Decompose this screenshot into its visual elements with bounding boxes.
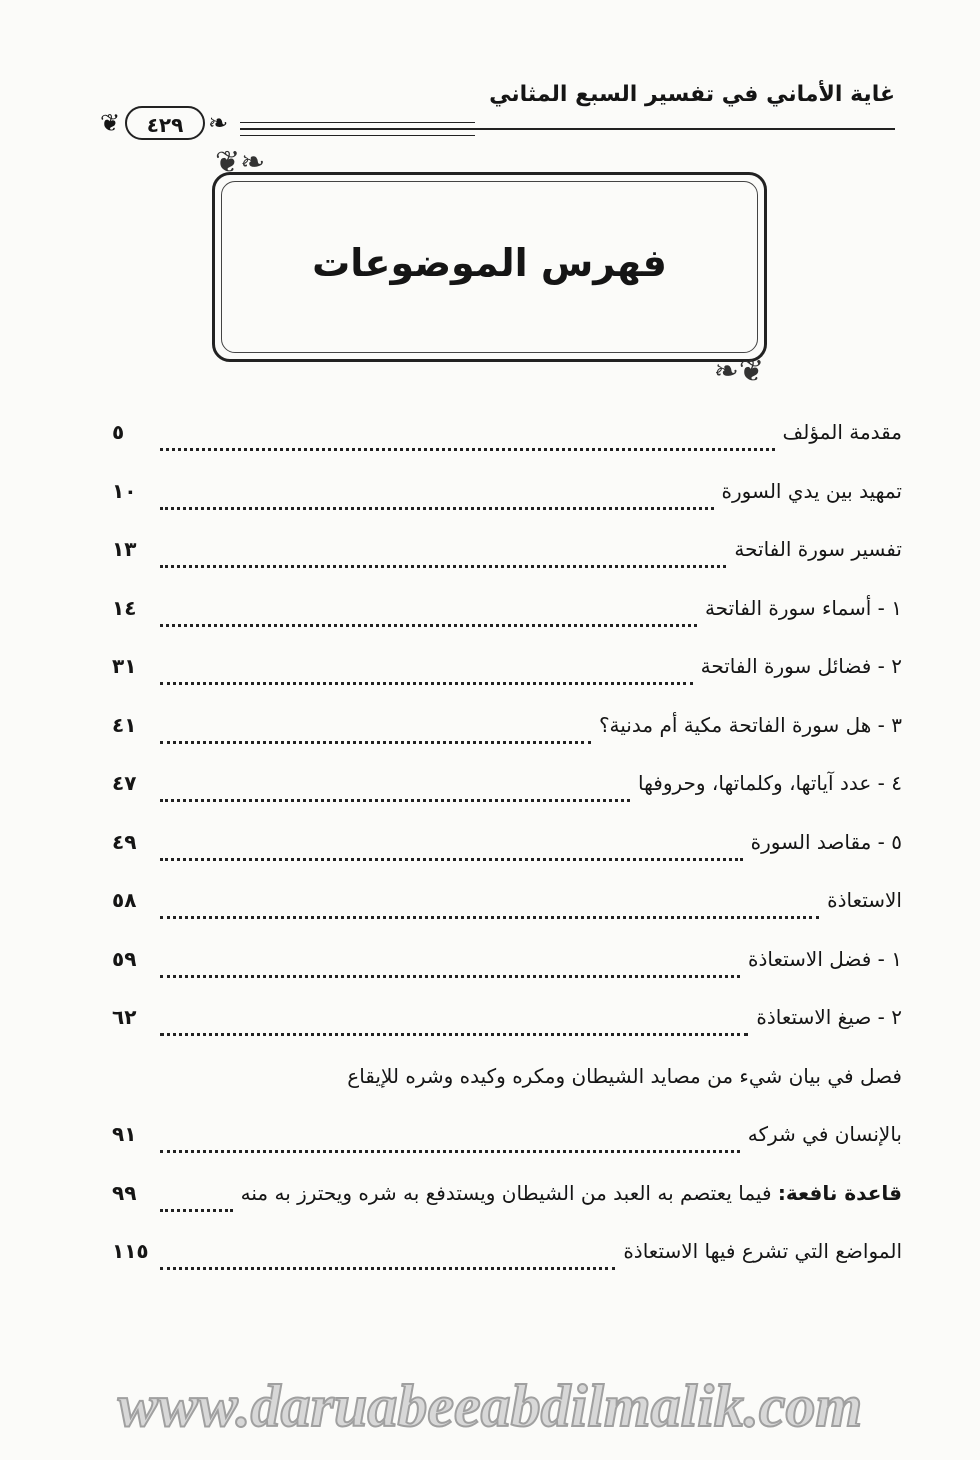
toc-entry [112,654,902,713]
toc-entry-page: ١٠ [112,478,137,503]
dot-leader [160,506,714,510]
toc-entry-page: ١٣ [112,537,137,561]
toc-entry [112,596,902,655]
toc-entry [112,947,902,1006]
toc-entry-title: ٢ - فضائل سورة الفاتحة [700,654,902,678]
section-title-frame [212,145,767,389]
watermark: www.daruabeeabdilmalik.com [117,1373,863,1439]
floral-ornament-icon: ❦❧ [215,145,266,180]
header-rule [240,122,475,123]
toc-entry [112,420,902,479]
toc-entry [112,771,902,830]
toc-entry [112,1122,902,1181]
header-rule [240,135,475,136]
toc-entry [112,1005,902,1064]
toc-entry-page: ٥ [112,420,125,444]
toc-entry-page: ٣١ [112,654,137,678]
toc-entry [112,1239,902,1298]
dot-leader [160,1032,748,1036]
dot-leader [160,1266,615,1270]
dot-leader [160,740,591,744]
dot-leader [160,1208,233,1212]
toc-entry-label: قاعدة نافعة: [777,1180,902,1205]
toc-entry [112,830,902,889]
header-rule [240,128,895,130]
dot-leader [160,974,740,978]
dot-leader [160,623,697,627]
toc-entry-page: ١١٥ [112,1239,149,1263]
toc-entry-title: ٣ - هل سورة الفاتحة مكية أم مدنية؟ [598,712,902,737]
toc-entry-title: الاستعاذة [827,888,902,912]
floral-ornament-icon: ❧❦ [713,354,764,389]
dot-leader [160,681,693,685]
toc-entry-page: ٩١ [112,1122,137,1146]
toc-entry-title: ٢ - صيغ الاستعاذة [756,1005,902,1029]
toc-entry-title: فيما يعتصم به العبد من الشيطان ويستدفع به شره ويحترز به منه [240,1180,778,1205]
toc-entry-title: مقدمة المؤلف [782,420,902,444]
toc-entry [112,888,902,947]
dot-leader [160,564,726,568]
toc-entry [112,1064,902,1123]
page-number: ٤٢٩ [125,106,205,140]
toc-entry [112,479,902,538]
toc-entry-title: ١ - أسماء سورة الفاتحة [704,595,902,620]
dot-leader [160,798,630,802]
toc-entry-page: ٤٩ [112,829,137,854]
dot-leader [160,915,819,919]
toc-entry-title: ٤ - عدد آياتها، وكلماتها، وحروفها [637,771,902,795]
toc-entry-page: ٦٢ [112,1005,137,1029]
toc-entry-page: ٥٩ [112,946,137,971]
ornament-icon: ❦ [100,109,121,137]
toc-entry [112,713,902,772]
ornament-icon: ❧ [208,109,229,137]
dot-leader [160,447,775,451]
toc-entry-page: ٥٨ [112,888,137,912]
page-header [100,82,895,137]
toc-entry-title: بالإنسان في شركه [747,1122,902,1146]
toc-entry-title: المواضع التي تشرع فيها الاستعاذة [623,1239,902,1263]
running-title: غاية الأماني في تفسير السبع المثاني [489,82,895,107]
toc-entry [112,1181,902,1240]
toc-entry [112,537,902,596]
toc-entry-title: تفسير سورة الفاتحة [734,537,902,561]
toc-entry-title: ٥ - مقاصد السورة [750,829,902,854]
table-of-contents [112,420,902,1298]
toc-entry-title: فصل في بيان شيء من مصايد الشيطان ومكره وكيده وشره للإيقاع [347,1063,902,1088]
toc-entry-page: ١٤ [112,595,137,620]
section-title: فهرس الموضوعات [312,241,667,285]
dot-leader [160,857,743,861]
toc-entry-title: ١ - فضل الاستعاذة [748,946,902,971]
dot-leader [160,1149,740,1153]
toc-entry-page: ٤٧ [112,771,137,795]
toc-entry-title: تمهيد بين يدي السورة [721,478,902,503]
toc-entry-page: ٤١ [112,712,137,737]
toc-entry-page: ٩٩ [112,1180,137,1205]
